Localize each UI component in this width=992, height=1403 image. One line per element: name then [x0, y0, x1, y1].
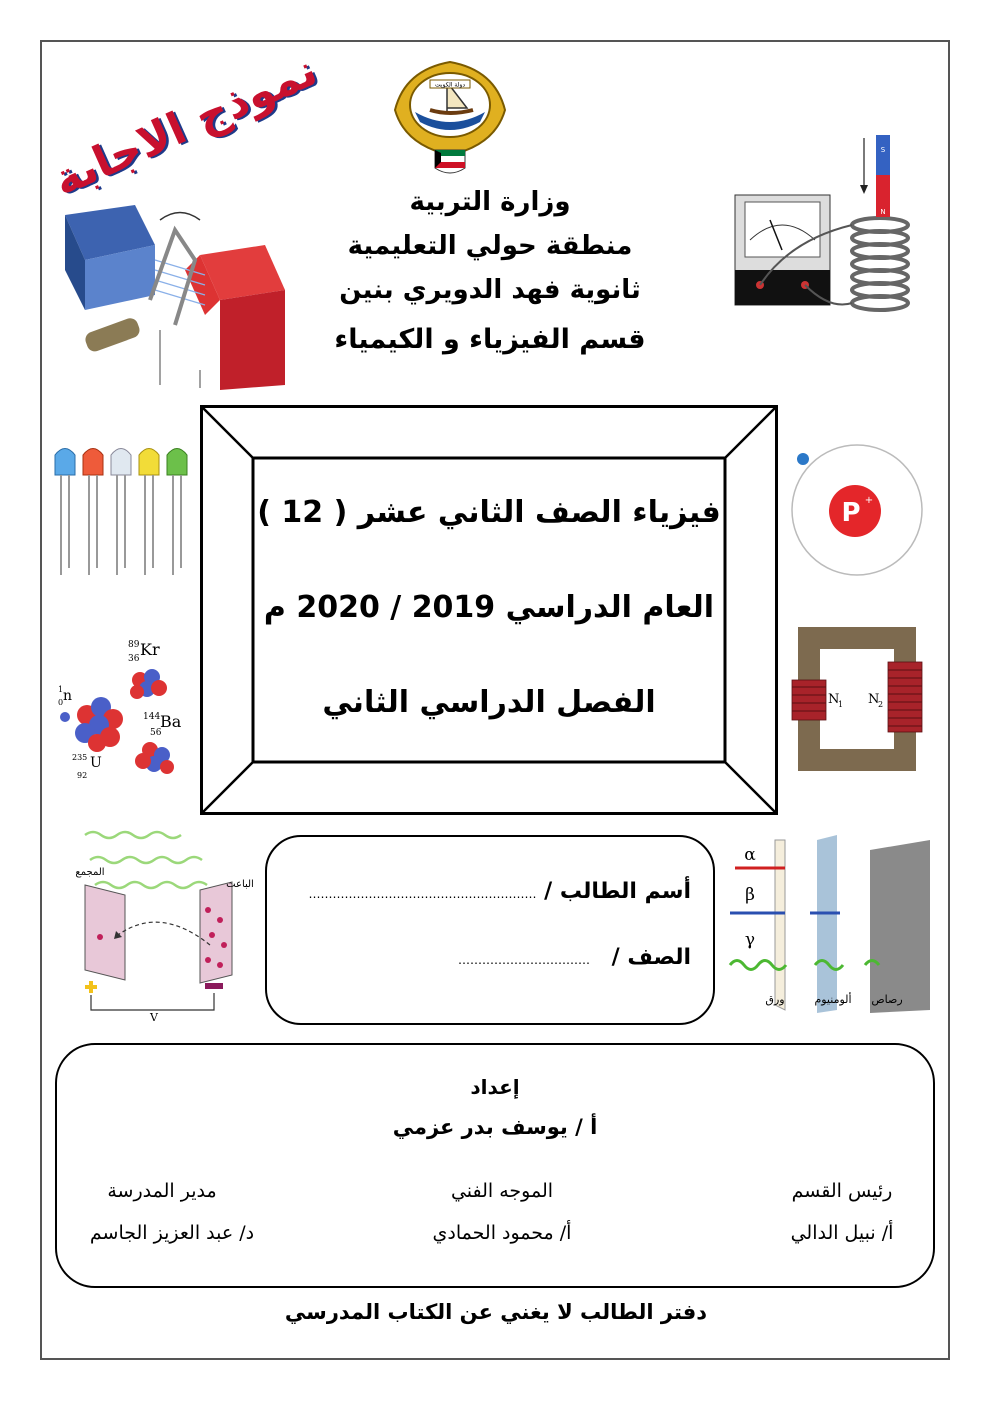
head-of-department-title: رئيس القسم	[791, 1180, 893, 1202]
author-name: أ / يوسف بدر عزمي	[392, 1115, 598, 1139]
magnet-s-label: S	[880, 146, 886, 154]
kr-symbol: Kr	[140, 640, 160, 659]
n2-sub: 2	[878, 700, 884, 709]
induction-illustration	[730, 130, 920, 320]
leds-illustration	[50, 440, 195, 580]
svg-text:+: +	[864, 495, 874, 506]
u-z: 92	[77, 771, 88, 780]
kr-mass: 89	[128, 640, 140, 650]
neutron-symbol: n	[63, 688, 73, 704]
fission-illustration	[55, 635, 195, 785]
student-name-field[interactable]: …………………………………………………	[308, 887, 537, 901]
footer-note: دفتر الطالب لا يغني عن الكتاب المدرسي	[284, 1300, 708, 1324]
head-of-department-name: أ/ نبيل الدالي	[790, 1222, 894, 1244]
ba-symbol: Ba	[160, 712, 182, 731]
emitter-label: الباعث	[226, 879, 254, 890]
u-mass: 235	[72, 753, 88, 762]
gamma-label: γ	[744, 930, 756, 950]
principal-name: د/ عبد العزيز الجاسم	[89, 1222, 255, 1244]
semester: الفصل الدراسي الثاني	[322, 685, 656, 720]
u-symbol: U	[90, 755, 102, 771]
n1-sub: 1	[838, 700, 844, 709]
academic-year: العام الدراسي 2019 / 2020 م	[263, 590, 715, 625]
radiation-illustration	[725, 835, 935, 1015]
ba-z: 56	[150, 728, 162, 738]
answer-model-stamp	[40, 44, 330, 206]
student-class-field[interactable]: ……………………………	[457, 953, 590, 967]
supervisor-title: الموجه الفني	[450, 1180, 554, 1202]
supervisor-name: أ/ محمود الحمادي	[432, 1222, 572, 1244]
kr-z: 36	[128, 654, 140, 664]
emblem-text: دولة الكويت	[435, 81, 465, 89]
neutron-z: 0	[58, 698, 64, 707]
beta-label: β	[745, 885, 755, 905]
neutron-mass: 1	[58, 685, 64, 694]
generator-illustration	[65, 200, 290, 390]
school-title: ثانوية فهد الدويري بنين	[339, 275, 641, 305]
collector-label: المجمع	[75, 867, 105, 878]
paper-label: ورق	[765, 993, 785, 1006]
atom-illustration	[785, 435, 930, 585]
principal-title: مدير المدرسة	[107, 1180, 217, 1202]
student-name-label: أسم الطالب /	[544, 879, 691, 904]
kuwait-emblem	[385, 50, 515, 180]
district-title: منطقة حولي التعليمية	[347, 231, 633, 261]
ministry-title: وزارة التربية	[409, 187, 571, 217]
prepared-label: إعداد	[470, 1075, 520, 1099]
alpha-label: α	[744, 845, 756, 865]
transformer-illustration	[790, 625, 930, 775]
student-class-label: الصف /	[611, 945, 691, 970]
proton-label: P	[841, 498, 861, 528]
photoelectric-illustration	[50, 825, 265, 1025]
header	[300, 180, 680, 368]
aluminum-label: ألومنيوم	[814, 993, 852, 1006]
stamp-text: نموذج الاجابة	[45, 44, 325, 206]
title-text-area	[200, 405, 778, 815]
credits-box	[55, 1043, 935, 1288]
student-info-box	[265, 835, 715, 1025]
n1-label: N	[828, 692, 840, 707]
department-title: قسم الفيزياء و الكيمياء	[334, 324, 646, 355]
ba-mass: 144	[143, 712, 161, 722]
magnet-n-label: N	[880, 208, 886, 216]
n2-label: N	[868, 692, 880, 707]
lead-label: رصاص	[871, 993, 903, 1006]
voltage-label: V	[150, 1011, 158, 1024]
course-title: فيزياء الصف الثاني عشر ( 12 )	[257, 495, 721, 530]
